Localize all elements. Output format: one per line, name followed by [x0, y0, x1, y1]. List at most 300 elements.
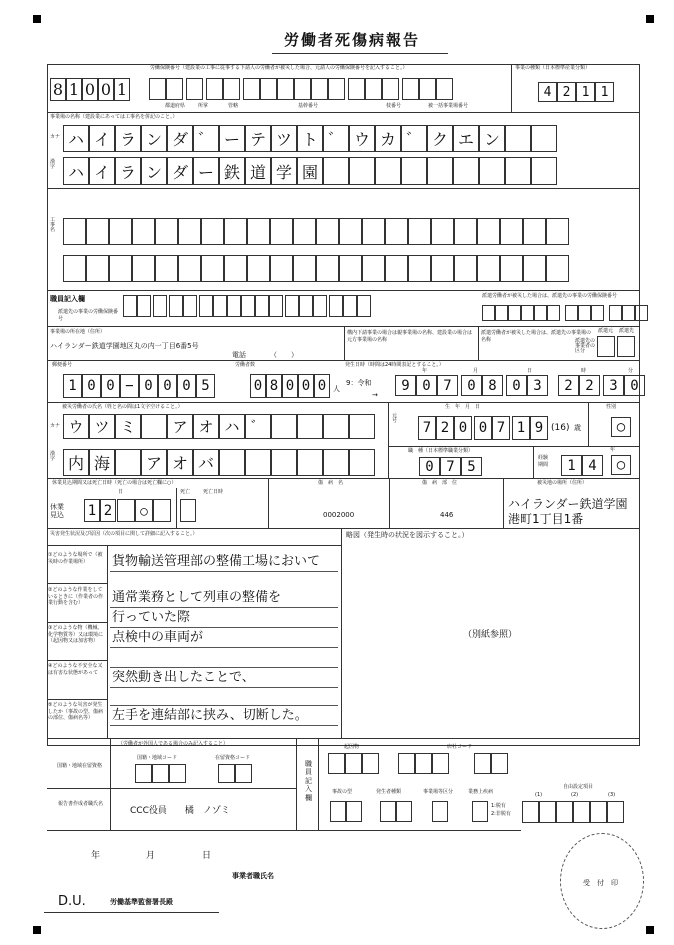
age-unit: 歳 [574, 424, 581, 432]
diagram-label: 略図（発生時の状況を図示すること。） [346, 531, 469, 539]
work-name-boxes-1 [63, 218, 569, 245]
signature-label: 事業者職氏名 [232, 872, 274, 880]
insurance-box[interactable] [382, 78, 399, 100]
dispatch-a-label: 派遣元 [598, 328, 614, 334]
dispatch-a-box[interactable] [597, 336, 615, 357]
accident-label: 事故の型 [332, 789, 353, 795]
business-kanji-box[interactable] [401, 157, 427, 185]
work-name-box[interactable] [477, 218, 500, 245]
staff-insurance-box[interactable] [241, 295, 255, 317]
experience-boxes [561, 455, 603, 476]
victim-kana-box[interactable] [271, 414, 297, 439]
occurrence-box[interactable]: 0 [506, 375, 527, 396]
footer-initials: D.U. [58, 894, 86, 909]
self-col-1: (1) [535, 792, 543, 798]
work-name-box[interactable] [362, 218, 385, 245]
work-name-box[interactable] [178, 255, 201, 282]
dispatch-box[interactable] [547, 305, 560, 321]
question-2: ②どのような作業をしているときに（作業者の作業行動を含む） [48, 587, 104, 606]
corner-mark [33, 15, 41, 23]
insurance-digit[interactable]: 1 [114, 78, 130, 101]
work-name-box[interactable] [454, 218, 477, 245]
insurance-box[interactable] [243, 78, 260, 100]
leave-extra-box[interactable]: ◯ [135, 499, 153, 522]
dispatch-box[interactable] [534, 305, 547, 321]
staff-insurance-box[interactable] [213, 295, 227, 317]
divider [588, 402, 589, 446]
origin-box[interactable] [396, 801, 412, 822]
nationality-box[interactable] [169, 764, 186, 783]
insurance-box[interactable] [166, 78, 183, 100]
dispatch-box[interactable] [591, 305, 604, 321]
work-name-box[interactable] [247, 218, 270, 245]
occupation-box[interactable]: 7 [440, 457, 461, 476]
kana-label: カナ [50, 134, 61, 140]
victim-kanji-box[interactable]: バ [193, 449, 219, 476]
injury-part-label: 傷 病 部 位 [422, 480, 458, 486]
injury-name-label: 傷 病 名 [318, 480, 344, 486]
sub-kikan: 基幹番号 [298, 103, 319, 109]
workers-box[interactable]: 8 [266, 374, 282, 398]
occurrence-box[interactable]: 0 [624, 375, 645, 396]
experience-box[interactable]: 1 [561, 455, 582, 476]
business-kanji-box[interactable] [349, 157, 375, 185]
occurrence-box[interactable]: 3 [527, 375, 548, 396]
divider [511, 64, 512, 112]
corner-mark [646, 15, 654, 23]
work-name-box[interactable] [201, 255, 224, 282]
business-kana-box[interactable]: ウ [349, 125, 375, 152]
business-kana-box[interactable]: ク [427, 125, 453, 152]
footer-office: 労働基準監督署長殿 [110, 898, 173, 906]
question-3: ③どのような物（機械、化学物質等）又は環境に（起因物又は加害物） [48, 625, 104, 644]
victim-kana-box[interactable]: オ [193, 414, 219, 439]
self-box[interactable] [556, 801, 573, 823]
birth-boxes [418, 416, 548, 440]
work-name-box[interactable] [224, 255, 247, 282]
business-kana-box[interactable]: カ [375, 125, 401, 152]
business-kana-box[interactable]: エ [453, 125, 479, 152]
store-box[interactable] [398, 753, 415, 774]
victim-kana-box[interactable]: ア [167, 414, 193, 439]
occurrence-box[interactable]: 9 [395, 375, 416, 396]
corner-mark [33, 926, 41, 934]
situation-underline [110, 627, 338, 628]
cause-box[interactable] [328, 753, 345, 774]
date-day: 日 [202, 851, 212, 861]
self-box[interactable] [539, 801, 556, 823]
staff-insurance-boxes [123, 295, 371, 317]
postal-box[interactable]: 0 [82, 374, 101, 398]
occupation-box[interactable]: 0 [419, 457, 440, 476]
business-kana-box[interactable]: ゛ [193, 125, 219, 152]
business-kana-box[interactable]: ダ [167, 125, 193, 152]
victim-kana-box[interactable] [297, 414, 323, 439]
business-kana-box[interactable]: テ [245, 125, 271, 152]
staff-insurance-box[interactable] [183, 295, 197, 317]
work-name-box[interactable] [155, 218, 178, 245]
work-name-box[interactable] [431, 218, 454, 245]
victim-kanji-box[interactable] [323, 449, 349, 476]
experience-box[interactable]: 4 [582, 455, 603, 476]
work-name-box[interactable] [63, 218, 86, 245]
business-kana-box[interactable] [505, 125, 531, 152]
business-kana-box[interactable]: ハ [63, 125, 89, 152]
accident-box[interactable] [330, 801, 346, 822]
occurrence-box[interactable]: 0 [461, 375, 482, 396]
postal-box[interactable]: 0 [139, 374, 158, 398]
staff-insurance-box[interactable] [299, 295, 313, 317]
store-box[interactable] [474, 753, 491, 774]
dispatch-box[interactable] [495, 305, 508, 321]
work-name-box[interactable] [454, 255, 477, 282]
work-name-box[interactable] [224, 218, 247, 245]
cause-box[interactable] [362, 753, 379, 774]
dispatch-box[interactable] [609, 305, 622, 321]
postal-box[interactable]: 0 [101, 374, 120, 398]
col-month: 月 [473, 368, 479, 374]
occurrence-box[interactable]: 7 [437, 375, 458, 396]
postal-box[interactable]: 1 [63, 374, 82, 398]
insurance-box[interactable] [365, 78, 382, 100]
work-name-box[interactable] [500, 255, 523, 282]
row-line [47, 660, 107, 661]
divider [318, 738, 319, 830]
victim-kana-box[interactable]: ミ [115, 414, 141, 439]
work-name-box[interactable] [132, 255, 155, 282]
insurance-digit[interactable]: 8 [50, 78, 66, 101]
victim-kanji-box[interactable] [349, 449, 375, 476]
accident-box[interactable] [346, 801, 362, 822]
dispatch-box[interactable] [635, 305, 648, 321]
business-kanji-box[interactable] [479, 157, 505, 185]
staff-insurance-box[interactable] [153, 295, 167, 317]
business-kanji-box[interactable]: ラ [115, 157, 141, 185]
business-kanji-box[interactable]: 学 [271, 157, 297, 185]
situation-underline [110, 667, 338, 668]
date-year: 年 [91, 851, 101, 861]
victim-kanji-box[interactable] [115, 449, 141, 476]
work-name-box[interactable] [201, 218, 224, 245]
business-kana-boxes [63, 125, 557, 152]
birth-box[interactable]: 1 [512, 416, 530, 440]
occurrence-box[interactable]: 3 [603, 375, 624, 396]
work-name-box[interactable] [546, 218, 569, 245]
sex-box[interactable]: ○ [611, 417, 631, 437]
situation-line-3: 行っていた際 [112, 610, 191, 625]
work-name-box[interactable] [270, 255, 293, 282]
work-name-box[interactable] [362, 255, 385, 282]
business-type-label: 事業の種類（日本標準産業分類） [515, 65, 591, 71]
business-kana-box[interactable] [531, 125, 557, 152]
store-box[interactable] [415, 753, 432, 774]
store-box[interactable] [432, 753, 449, 774]
address-label: 事業場の所在地（住所） [50, 329, 106, 335]
insurance-digit[interactable]: 0 [82, 78, 98, 101]
postal-box[interactable]: 0 [158, 374, 177, 398]
staff-insurance-box[interactable] [227, 295, 241, 317]
victim-kana-box[interactable] [349, 414, 375, 439]
age-value: (16) [551, 423, 570, 433]
nationality-label: 国籍・地域コード [137, 755, 178, 761]
divider [296, 738, 297, 830]
work-name-box[interactable] [132, 218, 155, 245]
workers-boxes [250, 374, 330, 398]
victim-kanji-box[interactable]: 海 [89, 449, 115, 476]
business-kanji-box[interactable] [531, 157, 557, 185]
victim-kanji-box[interactable]: ア [141, 449, 167, 476]
work-name-box[interactable] [109, 255, 132, 282]
business-kanji-box[interactable]: ン [141, 157, 167, 185]
insurance-box[interactable] [311, 78, 328, 100]
business-kana-box[interactable]: イ [89, 125, 115, 152]
insurance-box[interactable] [149, 78, 166, 100]
victim-label: 被災労働者の氏名（姓と名の間は1文字空けること。） [62, 404, 183, 410]
dispatch-box[interactable] [578, 305, 591, 321]
self-box[interactable] [522, 801, 539, 823]
business-kana-box[interactable]: ン [479, 125, 505, 152]
birth-box[interactable]: 7 [492, 416, 510, 440]
insurance-box[interactable] [260, 78, 277, 100]
business-type-box[interactable]: 4 [538, 82, 557, 102]
store-box[interactable] [491, 753, 508, 774]
birth-box[interactable]: 0 [474, 416, 492, 440]
work-name-box[interactable] [500, 218, 523, 245]
residence-box[interactable] [235, 764, 252, 783]
situation-underline [110, 571, 338, 572]
victim-kanji-box[interactable]: オ [167, 449, 193, 476]
victim-kana-box[interactable] [323, 414, 349, 439]
situation-underline [110, 725, 338, 726]
birth-box[interactable]: 9 [530, 416, 548, 440]
insurance-digit[interactable]: 1 [66, 78, 82, 101]
origin-label: 発生者種類 [376, 789, 402, 795]
dispatch-box[interactable] [565, 305, 578, 321]
divider [341, 528, 342, 738]
dispatch-box[interactable] [521, 305, 534, 321]
nationality-box[interactable] [152, 764, 169, 783]
victim-kanji-box[interactable]: 内 [63, 449, 89, 476]
question-1: ①どのような場所で（被災時の作業場所） [48, 552, 103, 565]
work-name-box[interactable] [431, 255, 454, 282]
business-kana-box[interactable]: ー [219, 125, 245, 152]
staff-insurance-box[interactable] [329, 295, 343, 317]
work-name-box[interactable] [63, 255, 86, 282]
postal-label: 郵便番号 [52, 362, 73, 368]
staff-insurance-box[interactable] [199, 295, 213, 317]
victim-kana-box[interactable]: ウ [63, 414, 89, 439]
staff-insurance-box[interactable] [169, 295, 183, 317]
work-name-box[interactable] [178, 218, 201, 245]
col-day: 日 [527, 368, 533, 374]
victim-kana-box[interactable]: ツ [89, 414, 115, 439]
business-kanji-box[interactable] [375, 157, 401, 185]
insurance-box[interactable] [402, 78, 419, 100]
workers-box[interactable]: 0 [314, 374, 330, 398]
business-kana-box[interactable]: ツ [271, 125, 297, 152]
business-kana-box[interactable]: ラ [115, 125, 141, 152]
cause-label: 起因物 [344, 744, 360, 750]
cause-box[interactable] [345, 753, 362, 774]
victim-kanji-box[interactable] [297, 449, 323, 476]
work-name-box[interactable] [546, 255, 569, 282]
business-kanji-box[interactable] [427, 157, 453, 185]
workers-box[interactable]: 0 [250, 374, 266, 398]
work-name-box[interactable] [523, 255, 546, 282]
staff-insurance-box[interactable] [313, 295, 327, 317]
occupation-box[interactable]: 5 [461, 457, 482, 476]
work-name-box[interactable] [270, 218, 293, 245]
work-name-box[interactable] [316, 218, 339, 245]
postal-box[interactable]: − [120, 374, 139, 398]
birth-box[interactable]: 0 [454, 416, 472, 440]
work-name-box[interactable] [109, 218, 132, 245]
insurance-box[interactable] [223, 78, 240, 100]
exp-box[interactable]: ○ [611, 455, 631, 475]
occurrence-box[interactable]: 2 [558, 375, 579, 396]
insurance-box[interactable] [419, 78, 436, 100]
divider [533, 446, 534, 478]
postal-box[interactable]: 0 [177, 374, 196, 398]
place-value: ハイランダー鉄道学園港町1丁目1番 [508, 497, 628, 526]
dispatch-box[interactable] [622, 305, 635, 321]
sub-kankatsu: 管轄 [228, 103, 239, 109]
business-name-label: 事業場の名称（建設業にあっては工事名を併記のこと。） [50, 114, 178, 120]
leave-box[interactable]: 1 [84, 499, 100, 522]
postal-box[interactable]: 5 [196, 374, 215, 398]
business-kanji-box[interactable]: 鉄 [219, 157, 245, 185]
work-name-box[interactable] [293, 255, 316, 282]
sector-box[interactable] [432, 801, 448, 822]
occurrence-era: 9：令和 [346, 379, 372, 387]
business-type-boxes [538, 82, 614, 102]
nationality-box[interactable] [135, 764, 152, 783]
self-box[interactable] [607, 801, 624, 823]
insurance-box[interactable] [277, 78, 294, 100]
business-kanji-box[interactable]: 園 [297, 157, 323, 185]
work-name-box[interactable] [523, 218, 546, 245]
row-line [47, 583, 107, 584]
victim-kana-box[interactable] [141, 414, 167, 439]
death-box[interactable] [180, 499, 196, 522]
workers-box[interactable]: 0 [282, 374, 298, 398]
victim-kanji-box[interactable] [219, 449, 245, 476]
business-kana-box[interactable]: ゛ [323, 125, 349, 152]
work-name-box[interactable] [339, 218, 362, 245]
origin-box[interactable] [380, 801, 396, 822]
self-col-3: (3) [608, 792, 616, 798]
leave-extra-box[interactable] [117, 499, 135, 522]
work-name-box[interactable] [86, 255, 109, 282]
birth-box[interactable]: 2 [436, 416, 454, 440]
staff-insurance-box[interactable] [255, 295, 269, 317]
row-line [296, 830, 521, 831]
staff-insurance-box[interactable] [137, 295, 151, 317]
business-kanji-box[interactable] [323, 157, 349, 185]
work-name-box[interactable] [316, 255, 339, 282]
work-name-box[interactable] [385, 218, 408, 245]
self-box[interactable] [590, 801, 607, 823]
foreign-label: 国籍・地域在留資格 [57, 763, 103, 769]
business-type-box[interactable]: 2 [557, 82, 576, 102]
work-name-box[interactable] [385, 255, 408, 282]
business-kanji-box[interactable] [453, 157, 479, 185]
occupation-boxes [419, 457, 482, 476]
store-boxes [398, 753, 508, 774]
leave-extra-box[interactable] [153, 499, 171, 522]
business-kanji-box[interactable] [505, 157, 531, 185]
work-name-box[interactable] [408, 255, 431, 282]
birth-box[interactable]: 7 [418, 416, 436, 440]
business-kanji-box[interactable]: イ [89, 157, 115, 185]
work-type-box[interactable] [472, 801, 488, 822]
business-kanji-box[interactable]: ー [193, 157, 219, 185]
staff-field-label: 職員記入欄 [50, 295, 85, 303]
business-kanji-box[interactable]: 道 [245, 157, 271, 185]
occurrence-box[interactable]: 8 [482, 375, 503, 396]
victim-kana-box[interactable]: ハ [219, 414, 245, 439]
self-boxes [522, 801, 624, 823]
victim-kanji-label: 漢字 [50, 451, 56, 462]
self-box[interactable] [573, 801, 590, 823]
place-label: 被災地の場所（住所） [537, 480, 588, 486]
leave-box[interactable]: 2 [100, 499, 116, 522]
work-name-box[interactable] [339, 255, 362, 282]
victim-kana-box[interactable]: ゛ [245, 414, 271, 439]
victim-kanji-boxes [63, 449, 375, 476]
insurance-digit[interactable]: 0 [98, 78, 114, 101]
residence-label: 在留資格コード [215, 755, 251, 761]
insurance-box[interactable] [348, 78, 365, 100]
work-name-box[interactable] [408, 218, 431, 245]
business-kana-box[interactable]: ン [141, 125, 167, 152]
staff-insurance-box[interactable] [285, 295, 299, 317]
work-name-box[interactable] [86, 218, 109, 245]
dispatch-box[interactable] [482, 305, 495, 321]
work-name-box[interactable] [477, 255, 500, 282]
work-name-box[interactable] [293, 218, 316, 245]
occurrence-box[interactable]: 2 [579, 375, 600, 396]
insurance-box[interactable] [328, 78, 345, 100]
business-type-box[interactable]: 1 [595, 82, 614, 102]
insurance-box[interactable] [436, 78, 453, 100]
victim-kanji-box[interactable] [271, 449, 297, 476]
work-name-box[interactable] [247, 255, 270, 282]
work-name-box[interactable] [155, 255, 178, 282]
staff-insurance-box[interactable] [357, 295, 371, 317]
injury-name-code: 0002000 [323, 511, 355, 519]
insurance-box[interactable] [186, 78, 203, 100]
business-kana-box[interactable]: ト [297, 125, 323, 152]
residence-box[interactable] [218, 764, 235, 783]
insurance-box[interactable] [294, 78, 311, 100]
insurance-box[interactable] [206, 78, 223, 100]
victim-kanji-box[interactable] [245, 449, 271, 476]
business-kana-box[interactable]: ゛ [401, 125, 427, 152]
dispatch-b-box[interactable] [617, 336, 635, 357]
business-kanji-box[interactable]: ハ [63, 157, 89, 185]
business-kanji-box[interactable]: ダ [167, 157, 193, 185]
staff-insurance-box[interactable] [343, 295, 357, 317]
question-4: ④どのような不安全な又は有害な状態があって [48, 663, 103, 676]
staff-insurance-box[interactable] [269, 295, 283, 317]
business-type-box[interactable]: 1 [576, 82, 595, 102]
divider [110, 788, 111, 830]
dispatch-box[interactable] [508, 305, 521, 321]
staff-insurance-box[interactable] [123, 295, 137, 317]
workers-box[interactable]: 0 [298, 374, 314, 398]
occurrence-box[interactable]: 0 [416, 375, 437, 396]
